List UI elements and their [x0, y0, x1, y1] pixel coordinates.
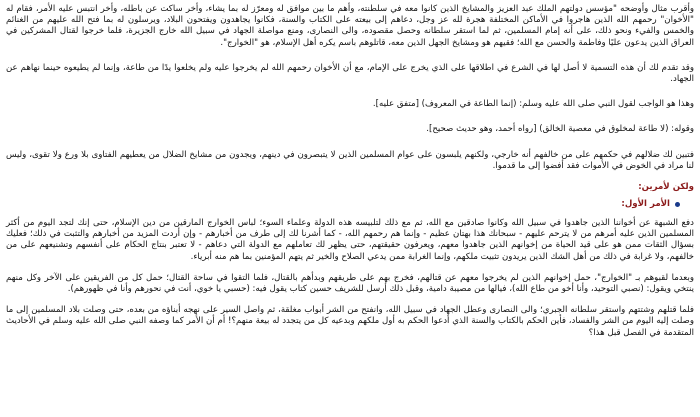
- paragraph-founder-example: وأقرب مثال وأوضحه "مؤسس دولتهم الملك عبد العزيز والمشايخ الذين كانوا معه في سلطنته، وأهم ما بين موافق له ومعرّز له بما يشاء، وأخر ساكت عن باطله، وأخر انتبس عليه الأمر، فقام له "الأخوان" رحمهم الله الذين هاجروا في الأماكن المختلفة هجرة لله عز وجل، دعاهم إلى بيعته على الكتاب والسنة، فكانوا يجاهدون ويفتحون البلاد، ويرسلون له بما فتح الله عليهم من الغنائم والخمس والفيء ونحو ذلك، على أنه إمام المسلمين، ثم لما استقر سلطانه وحصل مقصوده، والى النصارى، ومنع مواصلة الجهاد في سبيل الله خارج الجزيرة، فلما خرجوا لقتال المشركين في العراق الذين يدعون عليًا وفاطمة والحسن مع الله؛ فقيهم هو ومشايخ الجهل الذين معه، قاتلوهم باسم يكره أهل الإسلام، هو "الخوارج".: [6, 4, 694, 48]
- paragraph-naming-origin: وقد تقدم لك أن هذه التسمية لا أصل لها في الشرع في اطلاقها على الذي يخرج على الإمام، مع أن الأخوان رحمهم الله لم يخرجوا عليه ولم يخلعوا يدًا من طاعة، وإنما لم يطيعوه حينما نهاهم عن الجهاد.: [6, 62, 694, 85]
- paragraph-hadith-obedience: وهذا هو الواجب لقول النبي صلى الله عليه وسلم: (إنما الطاعة في المعروف) [متفق عليه].: [372, 99, 694, 110]
- paragraph-defend-brothers: دفع الشبهة عن أخواننا الذين جاهدوا في سبيل الله وكانوا صادقين مع الله، ثم مع ذلك لتلبيسه هذه الدولة وعلماء السوء؛ لباس الخوارج المارقين من دين الإسلام، حتى إنك لتجد اليوم من أكثر المسلمين الذين عليه أمرهم من لا يترحم عليهم - سبحانك هذا بهتان عظيم - وإنما هم رحمهم الله، - كما أشرنا لك إلى طرف من أخبارهم - وإن أردت المزيد من أخبارهم والتثبت في ذلك؛ فعليك بسؤال الثقات ممن هو على قيد الحياة من إخوانهم الذين جاهدوا معهم، ويعرفون حقيقتهم، حتى يظهر لك تعاملهم مع الدولة التي دعاهم - لا تعتبر بنتاج الحكام على أنفسهم وتشنيعهم على من خالفهم، ولا غرابة في ذلك من أهل الشك الذين يريدون تثبيت ملكهم، وإنما الغرابة ممن يدعي الصلاح والخير ثم يتهم المؤمنين بما هم منه أبرياء.: [6, 218, 694, 262]
- first-matter-heading: [6, 199, 680, 210]
- first-matter-label: الأمر الأول:: [621, 199, 670, 210]
- paragraph-battle: وبعدما لقبوهم بـ "الخوارج"، حمل إخوانهم الذين لم يخرجوا معهم عن قتالهم، فخرج بهم على طريقهم وبدأهم بالقتال، فلما التقوا في ساحة القتال؛ حمل كل من الفريقين على الآخر وكل منهم ينتخي ويقول: (نصبي التوحيد، وأنا أخو من طاع الله)، فيالها من مصيبة دامية، وقبل ذلك أرسل للشريف حسين كتاب يقول فيه: (حسبي يا خوي، أنت في نحورهم وأنا في ظهورهم).: [6, 272, 694, 295]
- paragraph-hadith-no-obedience: وقوله: (لا طاعة لمخلوق في معصية الخالق) [رواه أحمد، وهو حديث صحيح].: [426, 124, 694, 135]
- paragraph-aftermath: فلما قتلهم وشتتهم واستقر سلطانه الجبري؛ والى النصارى وعطل الجهاد في سبيل الله، وانفتح من الشر أبواب مغلقة، ثم واصل السير على نهجه أبناؤه من بعده، حتى وصلت بلاد المسلمين إلى ما وصلت إليه اليوم من الشر والفساد، فأين الحكم بالكتاب والسنة الذي أدعوا الحكم به أول ملكهم وبدعيه كل من يتجدد له بيعة منهم؟! أم أن الأمر كما وصفه النبي صلى الله عليه وسلم في الأحاديث المتقدمة في الفصل قبل هذا؟: [6, 305, 694, 338]
- paragraph-misguidance: فتبين لك ضلالهم في حكمهم على من خالفهم أنه خارجي، ولكنهم يلبسون على عوام المسلمين الذين لا يتبصرون في دينهم، ويجدون من مشايخ الضلال من يعطيهم الفتاوى بلا ورع ولا تقوى، وليس لنا مراد في الخوض في الأموات فقد أفضوا إلى ما قدموا.: [6, 149, 694, 171]
- bullet-icon: [675, 202, 680, 207]
- section-heading: ولكن لأمرين:: [638, 182, 694, 193]
